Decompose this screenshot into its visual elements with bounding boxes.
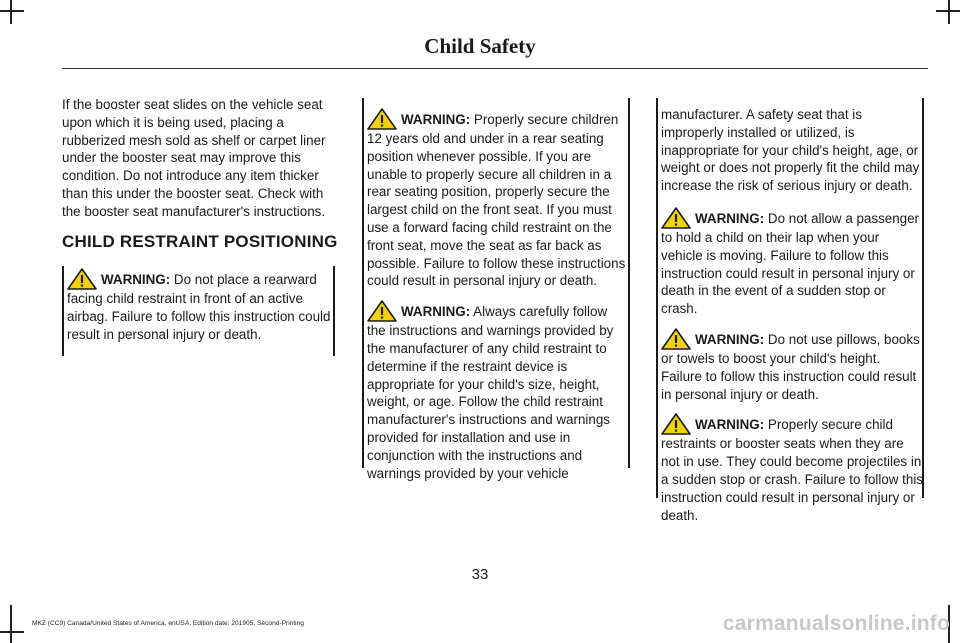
warning-text: Do not use pillows, books or towels to boost your child's height. Failure to follow this instruction could result in personal injury or death. — [661, 331, 920, 402]
column-2 — [367, 108, 629, 482]
warning-text: Properly secure child restraints or booster seats when they are not in use. They could become projectiles in a sudden stop or crash. Failure to follow this instruction could result in personal injury or death. — [661, 417, 923, 523]
crop-mark — [10, 605, 12, 643]
crop-mark — [936, 10, 960, 12]
column-bar-left — [656, 98, 658, 498]
warning-block — [67, 268, 333, 343]
crop-mark — [0, 631, 24, 633]
warning-block — [661, 207, 923, 318]
warning-label: WARNING: — [695, 210, 765, 226]
warning-triangle-icon — [367, 300, 397, 322]
page-title: Child Safety — [424, 34, 536, 58]
warning-block — [367, 300, 629, 482]
warning-label: WARNING: — [401, 112, 471, 127]
warning-bar — [333, 266, 335, 356]
crop-mark — [10, 0, 12, 24]
warning-triangle-icon — [661, 207, 691, 229]
page-number: 33 — [471, 566, 489, 583]
warning-text: Properly secure children 12 years old and under in a rear seating position whenever possible. If you are unable to properly secure all children in a rear seating position, properly secure the largest child on the front seat. If you must use a forward facing child restraint on the front seat, move the seat as far back as possible. Failure to follow these instructions could result in personal injury or death. — [367, 112, 626, 289]
watermark-logo: carmanualsonline.info — [722, 612, 950, 635]
warning-triangle-icon — [367, 108, 397, 130]
edition-footer: MKZ (CC9) Canada/United States of America, enUSA, Edition date: 201905, Second-Printing — [32, 620, 304, 627]
warning-triangle-icon — [67, 268, 97, 290]
warning-triangle-icon — [661, 328, 691, 350]
warning-text: Do not allow a passenger to hold a child on their lap when your vehicle is moving. Failure to follow this instruction could result in personal injury or death in the event of a sudden stop or crash. — [661, 210, 920, 317]
column-1 — [62, 96, 338, 221]
warning-label: WARNING: — [401, 304, 471, 320]
column-3 — [661, 106, 923, 524]
crop-mark — [0, 10, 24, 12]
warning-text: Always carefully follow the instructions and warnings provided by the manufacturer of any child restraint to determine if the restraint device is appropriate for your child's size, height, weight, or age. Follow the child restraint manufacturer's instructions and warnings provided for installation and use in conjunction with the instructions and warnings provided by your vehicle — [367, 304, 614, 481]
warning-triangle-icon — [661, 413, 691, 435]
warning-block — [661, 413, 923, 524]
warning-block — [367, 108, 629, 290]
warning-label: WARNING: — [695, 331, 765, 347]
continuation-paragraph: manufacturer. A safety seat that is improperly installed or utilized, is inappropriate for your child's height, age, or weight or does not properly fit the child may increase the risk of serious injury or death. — [661, 107, 920, 194]
warning-bar — [62, 266, 64, 356]
warning-text: Do not place a rearward facing child restraint in front of an active airbag. Failure to follow this instruction could result in personal injury or death. — [67, 272, 331, 342]
column-bar-left — [362, 98, 364, 468]
section-heading: CHILD RESTRAINT POSITIONING — [62, 232, 338, 251]
warning-label: WARNING: — [695, 417, 765, 433]
warning-label: WARNING: — [101, 272, 171, 287]
booster-seat-paragraph: If the booster seat slides on the vehicle seat upon which it is being used, placing a rubberized mesh sold as shelf or carpet liner under the booster seat may improve this condition. Do not introduce any item thicker than this under the booster seat. Check with the booster seat manufacturer's instructions. — [62, 97, 326, 219]
crop-mark — [948, 0, 950, 24]
warning-block — [661, 328, 923, 403]
header-divider — [62, 68, 928, 69]
